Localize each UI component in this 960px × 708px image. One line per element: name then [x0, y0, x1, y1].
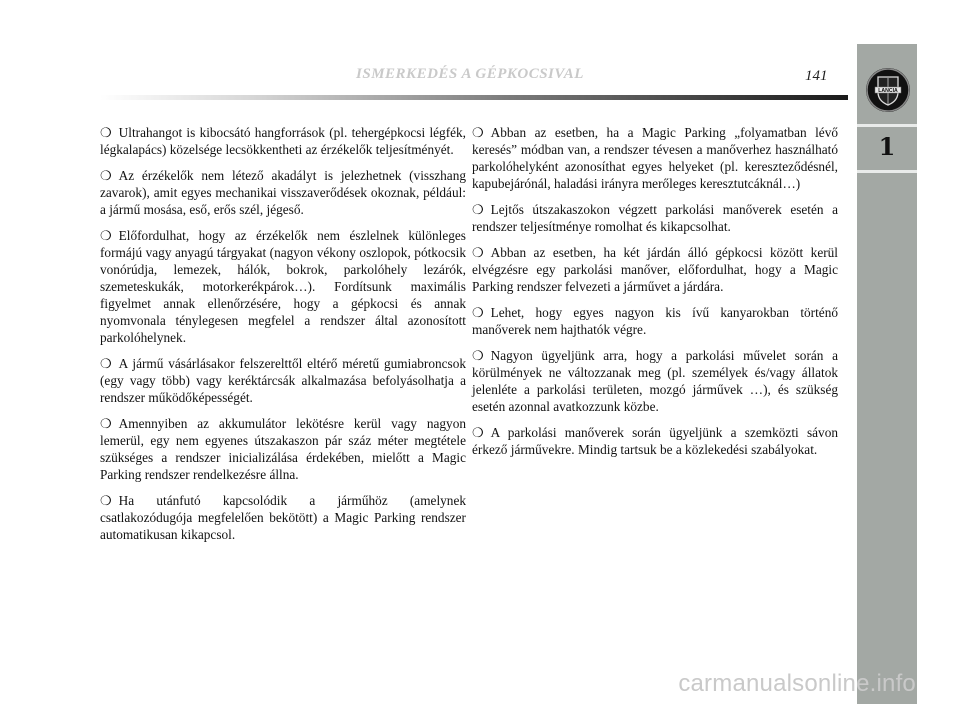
- bullet-paragraph: ❍ Abban az esetben, ha két járdán álló gépkocsi között kerül elvégzésre egy parkolási manőver, előfordulhat, hogy a Magic Parking rendszer felvezeti a járművet a járdára.: [472, 244, 838, 295]
- bullet-paragraph: ❍ Ultrahangot is kibocsátó hangforrások (pl. tehergépkocsi légfék, légkalapács) közelsége lecsökkentheti az érzékelők teljesítményét.: [100, 124, 466, 158]
- site-watermark: carmanualsonline.info: [678, 670, 916, 697]
- bullet-paragraph: ❍ A parkolási manőverek során ügyeljünk a szemközti sávon érkező járművekre. Mindig tartsuk be a közlekedési szabályokat.: [472, 424, 838, 458]
- bullet-paragraph: ❍ Előfordulhat, hogy az érzékelők nem észlelnek különleges formájú vagy anyagú tárgyakat (nagyon vékony oszlopok, pótkocsik vonórúdja, lemezek, hálók, bokrok, parkolóhely lezárók, szemeteskukák, motorkerékpárok…). Fordítsunk maximális figyelmet annak ellenőrzésére, hogy a gépkocsi és annak nyomvonala ténylegesen megfelel a rendszer által azonosított parkolóhelynek.: [100, 227, 466, 346]
- bullet-paragraph: ❍ Abban az esetben, ha a Magic Parking „folyamatban lévő keresés” módban van, a rendszer tévesen a manőverhez használható parkolóhelyként azonosíthat egyes helyeket (pl. kereszteződésnél, kapubejárónál, haladási irányra merőleges keresztutcáknál…): [472, 124, 838, 192]
- bullet-paragraph: ❍ Nagyon ügyeljünk arra, hogy a parkolási művelet során a körülmények ne változzanak meg (pl. személyek és/vagy állatok jelenléte a parkolási területen, mozgó járművek …), és szükség esetén azonnal avatkozzunk közbe.: [472, 347, 838, 415]
- bullet-paragraph: ❍ Ha utánfutó kapcsolódik a járműhöz (amelynek csatlakozódugója megfelelően bekötött) a Magic Parking rendszer automatikusan kikapcsol.: [100, 492, 466, 543]
- left-text-column: [100, 124, 466, 552]
- bullet-paragraph: ❍ Lejtős útszakaszokon végzett parkolási manőverek esetén a rendszer teljesítménye romolhat és kikapcsolhat.: [472, 201, 838, 235]
- header-rule: [100, 95, 848, 100]
- bullet-paragraph: ❍ Az érzékelők nem létező akadályt is jelezhetnek (visszhang zavarok), amit egyes mechanikai visszaverődések okoznak, például: a jármű mosása, eső, erős szél, jégeső.: [100, 167, 466, 218]
- svg-text:LANCIA: LANCIA: [878, 88, 898, 94]
- running-header-title: ISMERKEDÉS A GÉPKOCSIVAL: [356, 66, 584, 82]
- bullet-paragraph: ❍ Lehet, hogy egyes nagyon kis ívű kanyarokban történő manőverek nem hajthatók végre.: [472, 304, 838, 338]
- bullet-paragraph: ❍ A jármű vásárlásakor felszerelttől eltérő méretű gumiabroncsok (egy vagy több) vagy keréktárcsák alkalmazása befolyásolhatja a rendszer működőképességét.: [100, 355, 466, 406]
- lancia-logo-icon: [866, 68, 910, 112]
- chapter-number: 1: [878, 132, 896, 161]
- bullet-paragraph: ❍ Amennyiben az akkumulátor lekötésre kerül vagy nagyon lemerül, egy nem egyenes útszakaszon pár száz méter megtétele szükséges a rendszer inicializálása érdekében, mielőtt a Magic Parking rendszer rendelkezésre állna.: [100, 415, 466, 483]
- right-text-column: [472, 124, 838, 467]
- tab-divider: [857, 170, 917, 173]
- page-number: 141: [805, 68, 828, 84]
- tab-divider: [857, 124, 917, 127]
